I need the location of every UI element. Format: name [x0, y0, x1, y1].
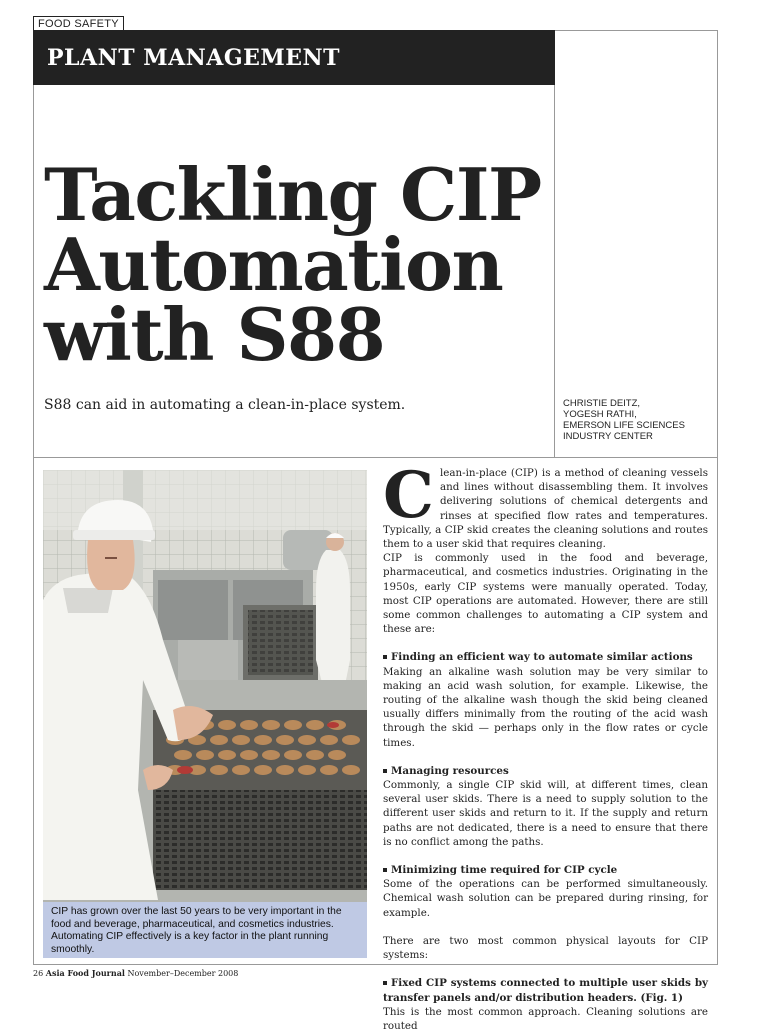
author-byline	[563, 398, 685, 442]
photo-caption: CIP has grown over the last 50 years to be very important in the food and beverage, pharmaceutical, and cosmetics industries. Automating CIP effectively is a key factor in the plant running smoothly.	[43, 902, 367, 958]
page-footer	[33, 968, 238, 978]
headline-line-1: Tackling CIP	[44, 152, 541, 237]
subhead-3-text: Minimizing time required for CIP cycle	[391, 864, 618, 877]
headline-line-3: with S88	[44, 292, 385, 377]
drop-cap: C	[383, 458, 434, 533]
paragraph-4: Commonly, a single CIP skid will, at different times, clean several user skids. There is a need to supply solution to the different user skids and return to it. If the supply and return paths are not dedicated, there is a need to ensure that there is no conflict among the paths.	[383, 779, 708, 848]
author-line-2: YOGESH RATHI,	[563, 409, 637, 420]
intro-text: lean-in-place (CIP) is a method of cleaning vessels and lines without disassembling them. It involves delivering solutions of chemical detergents and rinses at specified flow rates and temperatures. Typically, a CIP skid creates the cleaning solutions and routes them to a user skid that requires cleaning.	[383, 467, 708, 551]
subhead-4	[383, 976, 708, 1004]
dek: S88 can aid in automating a clean-in-place system.	[44, 397, 406, 413]
paragraph-5: Some of the operations can be performed simultaneously. Chemical wash solution can be prepared during rinsing, for example.	[383, 878, 708, 919]
bullet-icon	[383, 769, 387, 773]
author-line-1: CHRISTIE DEITZ,	[563, 398, 641, 409]
subhead-2-text: Managing resources	[391, 764, 509, 777]
intro-paragraph	[383, 458, 708, 551]
banner-label: PLANT MANAGEMENT	[47, 45, 340, 71]
author-line-3: EMERSON LIFE SCIENCES	[563, 420, 685, 431]
article-body	[383, 458, 708, 1033]
section-tag: FOOD SAFETY	[33, 16, 124, 32]
bullet-icon	[383, 981, 387, 985]
subhead-1	[383, 650, 708, 664]
subhead-1-text: Finding an efficient way to automate similar actions	[391, 651, 693, 664]
issue-date: November–December 2008	[127, 969, 239, 978]
article-photo	[43, 470, 367, 902]
bullet-icon	[383, 655, 387, 659]
paragraph-3: Making an alkaline wash solution may be very similar to making an acid wash solution, for example. Likewise, the routing of the alkaline wash though the skid being cleaned usually differs minimally from the routing of the acid wash through the skid — perhaps only in the flow rates or cycle times.	[383, 665, 708, 749]
factory-worker-image	[43, 470, 367, 902]
paragraph-7: This is the most common approach. Cleaning solutions are routed	[383, 1005, 708, 1032]
bullet-icon	[383, 868, 387, 872]
author-line-4: INDUSTRY CENTER	[563, 431, 653, 442]
subhead-4-text: Fixed CIP systems connected to multiple user skids by transfer panels and/or distribution headers. (Fig. 1)	[383, 977, 708, 1004]
paragraph-6: There are two most common physical layouts for CIP systems:	[383, 934, 708, 962]
journal-name: Asia Food Journal	[45, 968, 125, 978]
subhead-2	[383, 764, 708, 778]
headline	[44, 152, 549, 377]
headline-line-2: Automation	[44, 222, 503, 307]
author-panel	[555, 30, 718, 458]
subhead-3	[383, 863, 708, 877]
page-number: 26	[33, 969, 44, 978]
paragraph-2: CIP is commonly used in the food and beverage, pharmaceutical, and cosmetics industries. Originating in the 1950s, early CIP systems were manually operated. Today, most CIP operations are automated. However, there are still some common challenges to automating a CIP system and these are:	[383, 552, 708, 636]
section-banner	[33, 30, 555, 85]
